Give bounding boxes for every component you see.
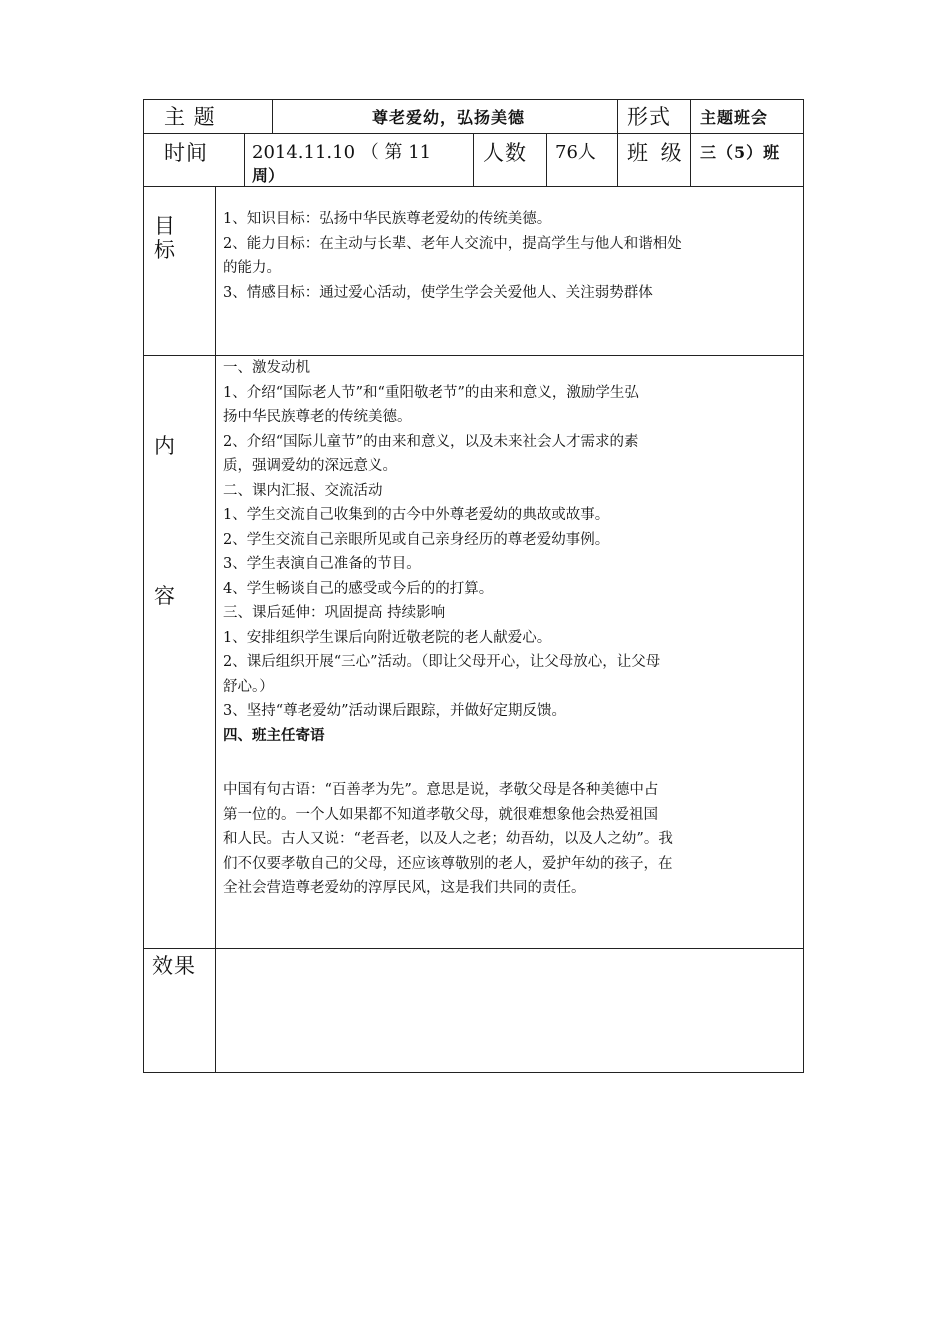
content-heading: 四、班主任寄语	[223, 726, 325, 744]
content-line: 2、学生交流自己亲眼所见或自己亲身经历的尊老爱幼事例。	[223, 531, 610, 548]
content-heading: 一、激发动机	[223, 360, 310, 376]
table-row-divider	[143, 186, 804, 187]
message-line: 第一位的。一个人如果都不知道孝敬父母，就很难想象他会热爱祖国	[223, 806, 658, 823]
form-value: 主题班会	[700, 108, 769, 127]
table-col-divider	[244, 133, 245, 186]
table-border-bottom	[143, 1072, 804, 1073]
content-line: 2、介绍“国际儿童节”的由来和意义，以及未来社会人才需求的素	[223, 433, 639, 450]
content-heading: 三、课后延伸：巩固提高 持续影响	[223, 605, 446, 621]
content-line: 3、坚持“尊老爱幼”活动课后跟踪，并做好定期反馈。	[223, 703, 567, 719]
content-line: 舒心。）	[223, 678, 274, 695]
goal-line: 3、情感目标：通过爱心活动，使学生学会关爱他人、关注弱势群体	[223, 284, 653, 301]
goals-label-1: 目	[154, 214, 176, 238]
goal-line: 2、能力目标：在主动与长辈、老年人交流中，提高学生与他人和谐相处	[223, 235, 682, 252]
table-row-divider	[143, 948, 804, 949]
message-line: 和人民。古人又说：“老吾老，以及人之老；幼吾幼，以及人之幼”。我	[223, 831, 673, 847]
content-line: 1、安排组织学生课后向附近敬老院的老人献爱心。	[223, 629, 552, 646]
form-label: 形式	[627, 105, 671, 129]
content-line: 2、课后组织开展“三心”活动。（即让父母开心，让父母放心，让父母	[223, 654, 661, 670]
time-value-line1: 2014.11.10 （ 第 11	[252, 142, 432, 163]
message-line: 中国有句古语：“百善孝为先”。意思是说，孝敬父母是各种美德中占	[223, 782, 659, 798]
content-line: 1、介绍“国际老人节”和“重阳敬老节”的由来和意义，激励学生弘	[223, 384, 639, 401]
table-col-divider	[546, 133, 547, 186]
content-line: 3、学生表演自己准备的节目。	[223, 556, 421, 572]
message-line: 们不仅要孝敬自己的父母，还应该尊敬别的老人，爱护年幼的孩子，在	[223, 855, 673, 872]
message-line: 全社会营造尊老爱幼的淳厚民风，这是我们共同的责任。	[223, 880, 586, 896]
goals-label-2: 标	[154, 238, 176, 262]
count-value: 76人	[555, 142, 596, 163]
table-col-divider	[473, 133, 474, 186]
table-border-right	[803, 99, 804, 1073]
teacher-message	[223, 778, 801, 901]
goal-line: 的能力。	[223, 260, 281, 276]
class-value: 三（5）班	[700, 143, 781, 162]
content-heading: 二、课内汇报、交流活动	[223, 482, 383, 499]
table-border-top	[143, 99, 804, 100]
goals-list	[223, 207, 801, 305]
table-col-divider	[215, 186, 216, 1073]
topic-label: 主 题	[164, 105, 216, 129]
content-line: 质，强调爱幼的深远意义。	[223, 458, 397, 474]
table-border-left	[143, 99, 144, 1073]
goal-line: 1、知识目标：弘扬中华民族尊老爱幼的传统美德。	[223, 211, 552, 227]
class-label: 班 级	[627, 141, 685, 165]
content-line: 1、学生交流自己收集到的古今中外尊老爱幼的典故或故事。	[223, 507, 610, 523]
content-line: 4、学生畅谈自己的感受或今后的的打算。	[223, 580, 494, 597]
content-label-1: 内	[154, 434, 176, 458]
count-label: 人数	[483, 141, 527, 165]
table-col-divider	[272, 99, 273, 133]
effect-label: 效果	[152, 954, 196, 978]
time-label: 时间	[164, 141, 208, 165]
content-line: 扬中华民族尊老的传统美德。	[223, 409, 412, 425]
time-value-line2: 周）	[252, 166, 285, 185]
table-col-divider	[617, 99, 618, 186]
content-list	[223, 356, 801, 748]
content-label-2: 容	[154, 584, 176, 608]
table-col-divider	[690, 99, 691, 186]
topic-value: 尊老爱幼，弘扬美德	[372, 108, 526, 127]
